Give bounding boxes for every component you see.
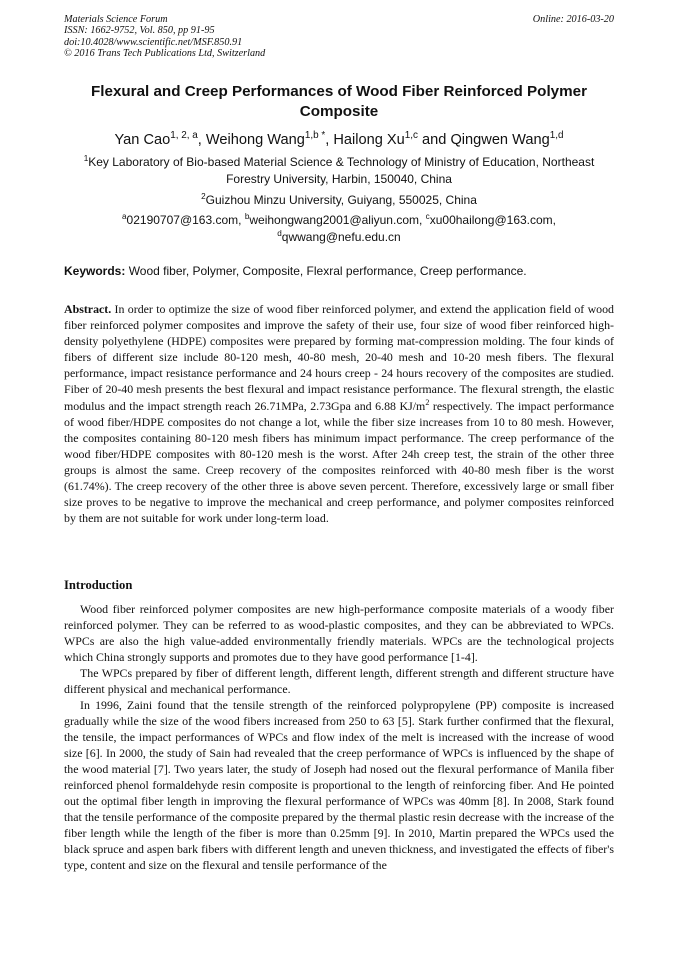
author-separator: and <box>417 132 451 148</box>
abstract-sup: 2 <box>425 397 430 407</box>
author-name: Hailong Xu <box>333 132 405 148</box>
abstract <box>64 301 614 526</box>
introduction-body <box>64 601 614 873</box>
affiliation-1 <box>64 154 614 188</box>
keywords-label: Keywords: <box>64 264 126 278</box>
author-list <box>64 130 614 150</box>
intro-paragraph: In 1996, Zaini found that the tensile strength of the reinforced polypropylene (PP) composite is increased gradually while the size of the wood fibers increased from 250 to 63 [5]. Stark further confirmed that the flexural, the tensile, the impact performances of WPCs and flow index of the melt is increased with the increase of wood size [6]. In 2000, the study of Sain had revealed that the creep performance of WPCs is influenced by the shape of the wood material [7]. Two years later, the study of Joseph had nosed out the flexural performance of Manila fiber reinforced phenol formaldehyde resin composite is proportional to the length of reinforcing fiber. And He pointed out the optimal fiber length in improving the flexural performance of WPCs was 40mm [8]. In 2008, Stark found that the tensile performance of the composite prepared by the thermal plastic resin decrease with the increase of the fiber length while the length of the fiber is more than 0.25mm [9]. In 2010, Martin prepared the WPCs used the black spruce and aspen bark fibers with different length and uneven thickness, and investigated the effects of fiber's type, content and size on the flexural and tensile performance of the <box>64 698 614 872</box>
email-sup: a <box>122 212 127 221</box>
keywords-text: Wood fiber, Polymer, Composite, Flexral performance, Creep performance. <box>125 264 527 278</box>
email-sup: b <box>244 212 250 221</box>
email-address: xu00hailong@163.com, <box>429 213 556 227</box>
author-name: Yan Cao <box>114 132 171 148</box>
abstract-label: Abstract. <box>64 302 112 316</box>
journal-header <box>64 14 614 60</box>
author-affil-sup: 1,b * <box>304 130 326 142</box>
author-separator: , <box>197 132 206 148</box>
affiliation-2 <box>64 192 614 209</box>
online-date: Online: 2016-03-20 <box>532 14 614 25</box>
author-affil-sup: 1,c <box>404 130 418 142</box>
author-name: Weihong Wang <box>205 132 305 148</box>
email-sup: d <box>277 229 282 238</box>
affiliation-sup: 1 <box>83 154 89 163</box>
author-name: Qingwen Wang <box>450 132 550 148</box>
email-sup: c <box>425 212 430 221</box>
journal-name: Materials Science Forum <box>64 14 168 25</box>
abstract-text: In order to optimize the size of wood fiber reinforced polymer, and extend the application field of wood fiber reinforced polymer composites and improve the safety of their use, four size of wood fiber reinforced high-density polyethylene (HDPE) composites were prepared by forming mat-compression molding. The four kinds of fibers of different size include 80-120 mesh, 40-80 mesh, 20-40 mesh and 10-20 mesh fibers. The flexural performance, impact resistance performance and 24 hours creep - 24 hours recovery of the composites are studied. Fiber of 20-40 mesh presents the best flexural and impact resistance performance. The flexural strength, the elastic modulus and the impact strength reach 26.71MPa, 2.73Gpa and 6.88 KJ/m <box>64 302 614 413</box>
paper-title: Flexural and Creep Performances of Wood Fiber Reinforced Polymer Composite <box>91 83 587 120</box>
affiliation-sup: 2 <box>201 192 206 201</box>
email-address: qwwang@nefu.edu.cn <box>281 230 401 244</box>
affiliation-text: Key Laboratory of Bio-based Material Science & Technology of Ministry of Education, Northeast Forestry University, Harbin, 150040, China <box>88 155 595 186</box>
abstract-text: respectively. The impact performance of wood fiber/HDPE composites do not change a lot, while the fiber size increases from 10 to 80 mesh. However, the composites containing 80-120 mesh fibers has minimum impact performance. The creep performance of the wood fiber/HDPE composites with 80-120 mesh is the worst. After 24h creep test, the strain of the other three groups is almost the same. Creep recovery of the composites reinforced with 40-80 mesh fiber is the worst (61.74%). The creep recovery of the other three is above seven percent. Therefore, excessively large or small fiber size proves to be negative to improve the mechanical and creep performance, and polymer composites reinforced by them are not suitable for work under long-term load. <box>64 398 614 526</box>
issn-line: ISSN: 1662-9752, Vol. 850, pp 91-95 <box>64 25 215 37</box>
email-address: 02190707@163.com, <box>126 213 245 227</box>
doi-line: doi:10.4028/www.scientific.net/MSF.850.91 <box>64 36 243 48</box>
email-address: weihongwang2001@aliyun.com, <box>249 213 426 227</box>
affiliation-text: Guizhou Minzu University, Guiyang, 550025, China <box>205 193 477 207</box>
intro-paragraph: The WPCs prepared by fiber of different length, different length, different strength and different structure have different physical and mechanical performance. <box>64 666 614 696</box>
author-emails <box>64 212 614 246</box>
author-affil-sup: 1, 2, a <box>170 130 198 142</box>
keywords <box>64 263 614 279</box>
intro-paragraph: Wood fiber reinforced polymer composites are new high-performance composite materials of a woody fiber reinforced polymer. They can be referred to as wood-plastic composites, and they can be abbreviated to WPCs. WPCs are also the high value-added environmentally friendly materials. WPCs are the technological projects which China strongly supports and promotes due to they have good performance [1-4]. <box>64 602 614 664</box>
section-heading-introduction: Introduction <box>64 578 133 592</box>
author-affil-sup: 1,d <box>549 130 564 142</box>
copyright-line: © 2016 Trans Tech Publications Ltd, Switzerland <box>64 48 266 60</box>
author-separator: , <box>325 132 334 148</box>
